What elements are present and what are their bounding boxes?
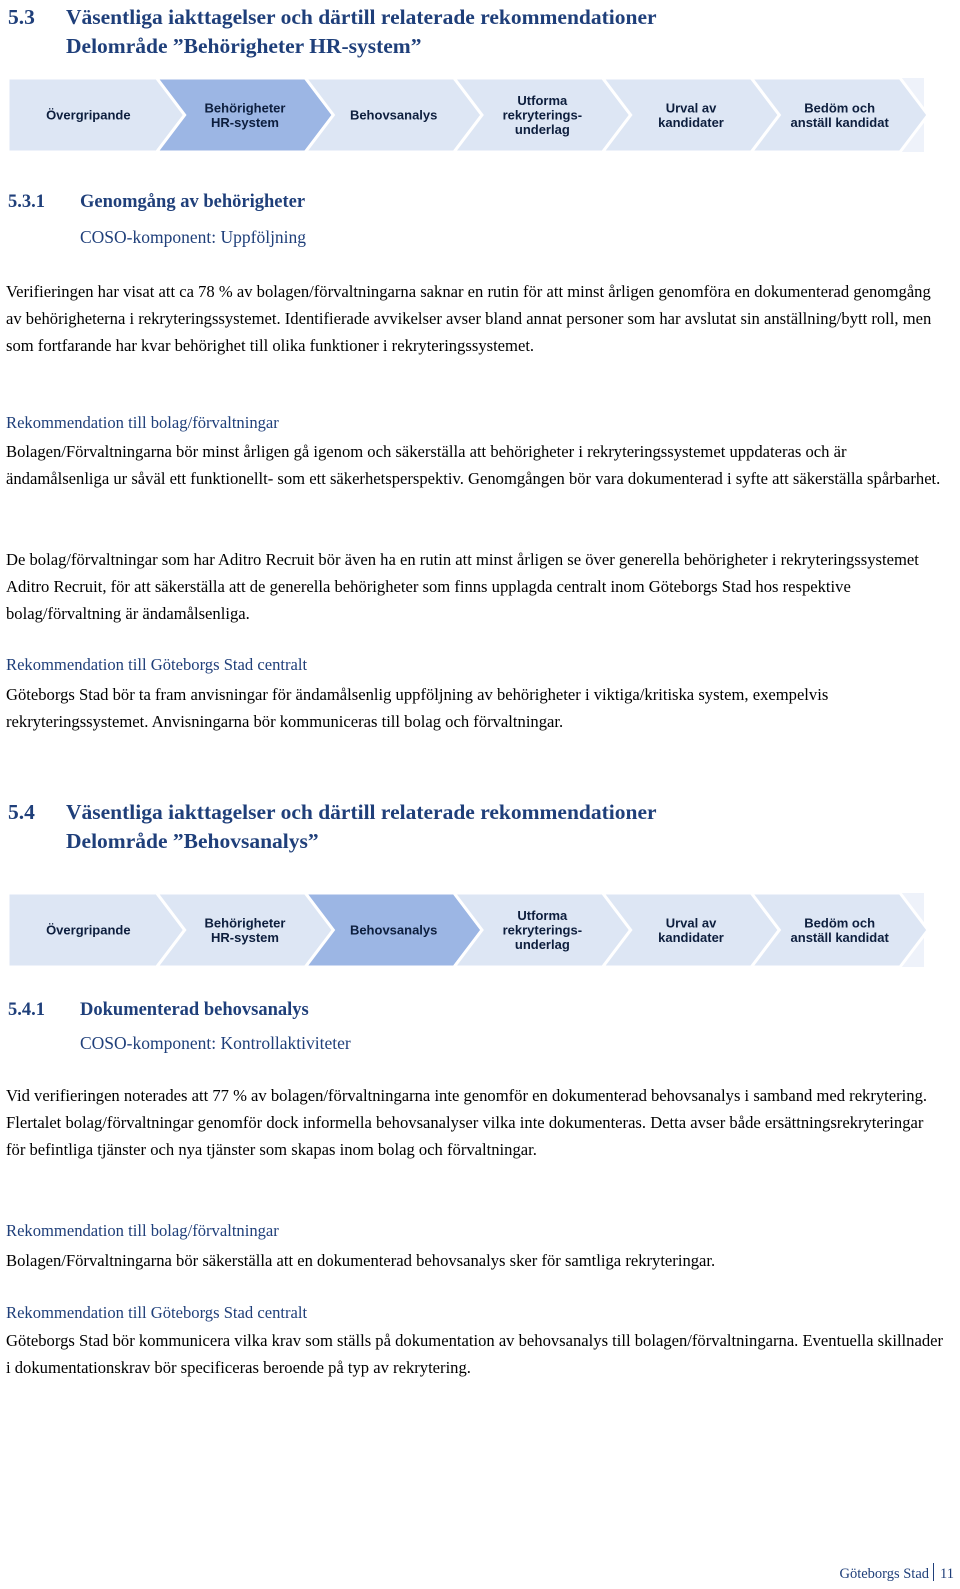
process-step-label: Bedöm och: [804, 100, 876, 116]
process-step-label: Behovsanalys: [349, 107, 438, 123]
process-step-label: Urval av: [665, 915, 717, 931]
paragraph-findings: Vid verifieringen noterades att 77 % av bolagen/förvaltningarna inte genomför en dokumenterad behovsanalys i samband med rekrytering. Flertalet bolag/förvaltningar genomför dock informella behovsanalyser vilka inte dokumenteras. Detta avser både ersättningsrekryteringar för befintliga tjänster och nya tjänster som skapas inom bolag och förvaltningar.: [6, 1086, 928, 1160]
process-chevron-flow: [8, 893, 928, 967]
process-step-label: underlag: [514, 937, 570, 952]
subsection-title: Genomgång av behörigheter: [80, 192, 306, 212]
section-5-3-heading: [8, 3, 657, 61]
process-step-label: Bedöm och: [804, 915, 876, 931]
section-number: 5.4: [8, 800, 35, 824]
process-step-label: Utforma: [517, 908, 568, 923]
recommendation-text-local: Bolagen/Förvaltningarna bör minst årligen gå igenom och säkerställa att behörigheter i rekryteringssystemet uppdateras och är ändamålsenliga ur såväl ett funktionellt- som ett säkerhetsperspektiv. Genomgången bör vara dokumenterad i syfte att säkerställa spårbarhet.: [6, 442, 941, 489]
page-footer: [839, 1563, 954, 1583]
section-title-line2: Delområde ”Behovsanalys”: [66, 829, 319, 853]
subsection-5-3-1-heading: [8, 190, 305, 214]
recommendation-text-central: Göteborgs Stad bör ta fram anvisningar för ändamålsenlig uppföljning av behörigheter i viktiga/kritiska system, exempelvis rekryteringssystemet. Anvisningarna bör kommuniceras till bolag och förvaltningar.: [6, 685, 829, 732]
section-title-line1: Väsentliga iakttagelser och därtill relaterade rekommendationer: [66, 5, 657, 29]
recommendation-heading-local: Rekommendation till bolag/förvaltningar: [6, 413, 279, 432]
coso-component: COSO-komponent: Kontrollaktiviteter: [80, 1033, 351, 1053]
process-step-label: Behörigheter: [204, 915, 286, 931]
page-number: 11: [940, 1566, 954, 1582]
process-step-label: Urval av: [665, 100, 717, 116]
recommendation-heading-central: Rekommendation till Göteborgs Stad centralt: [6, 1303, 308, 1322]
footer-org: Göteborgs Stad: [839, 1566, 930, 1582]
process-step-label: Behovsanalys: [349, 922, 438, 938]
process-diagram-2: [8, 893, 928, 967]
subsection-number: 5.3.1: [8, 192, 45, 212]
process-step-label: kandidater: [658, 114, 724, 130]
process-step-label: underlag: [514, 122, 570, 137]
process-chevron-flow: [8, 78, 928, 152]
process-step-label: Behörigheter: [204, 100, 286, 116]
footer-divider: [933, 1563, 934, 1581]
process-step-label: anställ kandidat: [790, 929, 889, 945]
paragraph-aditro: De bolag/förvaltningar som har Aditro Recruit bör även ha en rutin att minst årligen se över generella behörigheter i rekryteringssystemet Aditro Recruit, för att säkerställa att de generella behörigheter som finns upplagda centralt inom Göteborgs Stad hos respektive bolag/förvaltning är ändamålsenliga.: [6, 550, 919, 624]
section-title-line1: Väsentliga iakttagelser och därtill relaterade rekommendationer: [66, 800, 657, 824]
process-diagram-1: [8, 78, 928, 152]
recommendation-text-local: Bolagen/Förvaltningarna bör säkerställa att en dokumenterad behovsanalys sker för samtliga rekryteringar.: [6, 1251, 716, 1270]
process-step-label: HR-system: [211, 929, 279, 945]
process-step-label: Övergripande: [46, 107, 131, 123]
process-step-label: anställ kandidat: [790, 114, 889, 130]
paragraph-findings: Verifieringen har visat att ca 78 % av bolagen/förvaltningarna saknar en rutin för att minst årligen genomföra en dokumenterad genomgång av behörigheterna i rekryteringssystemet. Identifierade avvikelser avser bland annat personer som har avslutat sin anställning/bytt roll, men som fortfarande har kvar behörighet till olika funktioner i rekryteringssystemet.: [6, 282, 932, 356]
process-step-label: rekryterings-: [502, 107, 583, 123]
section-number: 5.3: [8, 5, 35, 29]
recommendation-text-central: Göteborgs Stad bör kommunicera vilka krav som ställs på dokumentation av behovsanalys till bolagen/förvaltningarna. Eventuella skillnader i dokumentationskrav bör specificeras beroende på typ av rekrytering.: [6, 1331, 944, 1378]
section-title-line2: Delområde ”Behörigheter HR-system”: [66, 34, 422, 58]
section-5-4-heading: [8, 798, 657, 856]
subsection-5-4-1-heading: [8, 998, 309, 1022]
recommendation-heading-central: Rekommendation till Göteborgs Stad centralt: [6, 655, 308, 674]
subsection-number: 5.4.1: [8, 1000, 45, 1020]
subsection-title: Dokumenterad behovsanalys: [80, 1000, 309, 1020]
process-step-label: HR-system: [211, 114, 279, 130]
coso-component: COSO-komponent: Uppföljning: [80, 227, 307, 247]
process-step-label: rekryterings-: [502, 922, 583, 938]
process-step-label: kandidater: [658, 929, 724, 945]
process-step-label: Övergripande: [46, 922, 131, 938]
process-step-label: Utforma: [517, 93, 568, 108]
recommendation-heading-local: Rekommendation till bolag/förvaltningar: [6, 1221, 279, 1240]
